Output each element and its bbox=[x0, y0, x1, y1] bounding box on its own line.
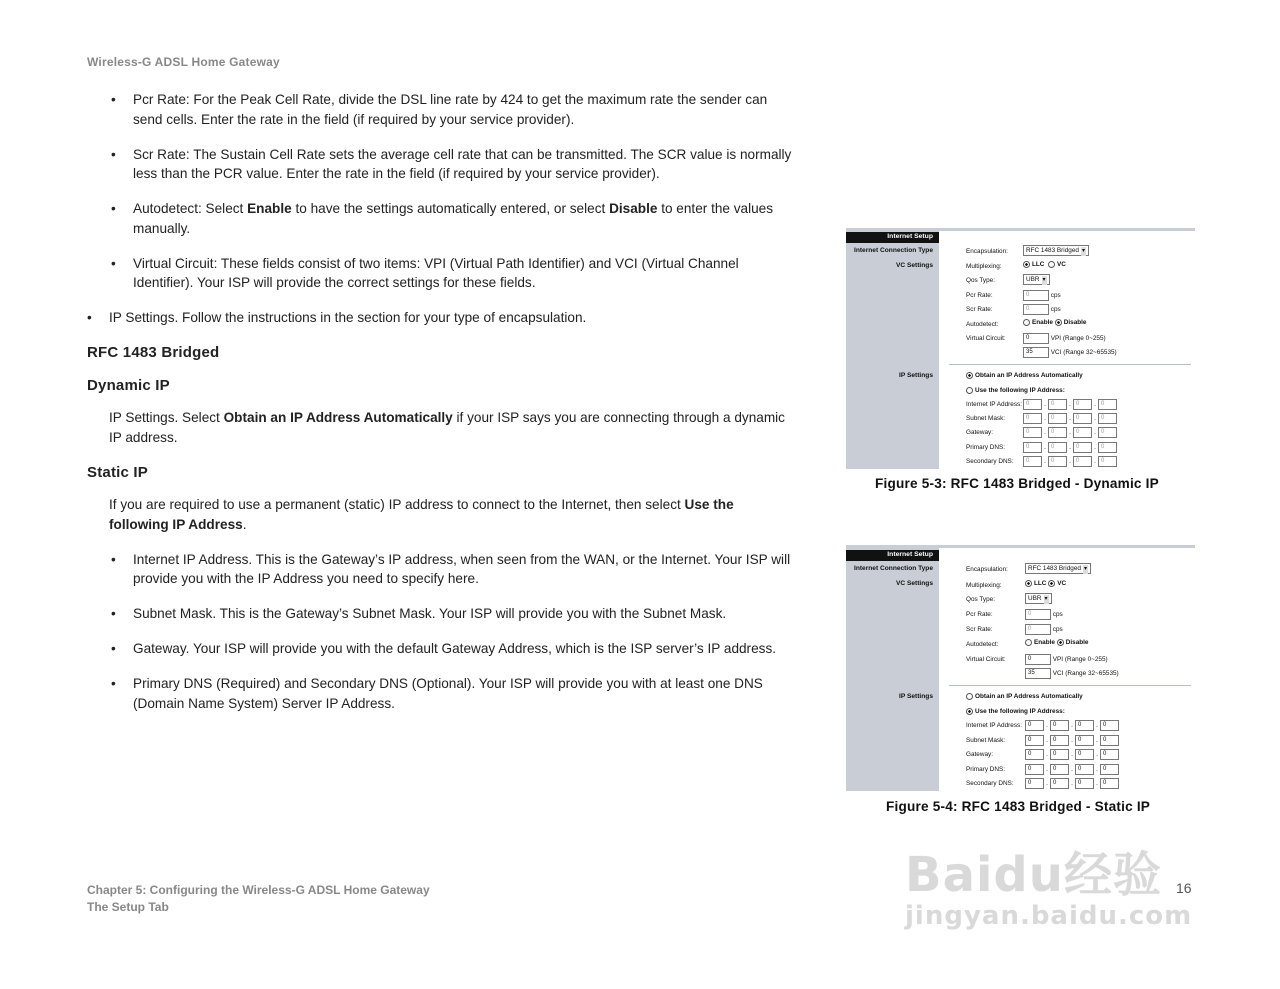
obtain-option[interactable] bbox=[966, 372, 1083, 379]
use-following-label: Use the following IP Address: bbox=[975, 387, 1065, 395]
vc-circuit-label: Virtual Circuit: bbox=[966, 656, 1006, 663]
octet-input[interactable]: 0 bbox=[1100, 749, 1119, 760]
encapsulation-label: Encapsulation: bbox=[966, 566, 1008, 573]
figure-divider bbox=[949, 364, 1191, 365]
bullet-pcr-rate: • Pcr Rate: For the Peak Cell Rate, divide the DSL line rate by 424 to get the maximum rate the sender can send cells. Enter the rate in the field (if required by your service provider). bbox=[87, 90, 792, 129]
radio-llc[interactable] bbox=[1025, 580, 1032, 587]
enable-label: Enable bbox=[1034, 639, 1055, 647]
qos-label: Qos Type: bbox=[966, 277, 996, 284]
radio-obtain[interactable] bbox=[966, 693, 973, 700]
bullet-gateway: • Gateway. Your ISP will provide you with the default Gateway Address, which is the ISP server’s IP address. bbox=[87, 639, 792, 659]
octet-input[interactable]: 0 bbox=[1073, 456, 1092, 467]
vpi-field[interactable] bbox=[1023, 333, 1106, 344]
octet-input[interactable]: 0 bbox=[1098, 456, 1117, 467]
main-content bbox=[87, 90, 792, 729]
scr-cps: cps bbox=[1052, 626, 1063, 634]
figure-conn-type-label: Internet Connection Type bbox=[853, 565, 933, 572]
vc-label: VC bbox=[1057, 580, 1067, 588]
octet-input[interactable]: 0 bbox=[1050, 749, 1069, 760]
autodetect-text-post: to enter the values manually. bbox=[133, 201, 774, 236]
octet-input[interactable]: 0 bbox=[1025, 735, 1044, 746]
pcr-cps: cps bbox=[1050, 292, 1061, 300]
octet-input[interactable]: 0 bbox=[1023, 456, 1042, 467]
octet-input[interactable]: 0 bbox=[1098, 427, 1117, 438]
bullet-virtual-circuit: • Virtual Circuit: These fields consist of two items: VPI (Virtual Path Identifier) and VCI (Virtual Channel Identifier). Your ISP will provide the correct settings for these fields. bbox=[87, 254, 792, 293]
figure-5-3-caption: Figure 5-3: RFC 1483 Bridged - Dynamic IP bbox=[875, 476, 1159, 491]
octet-input[interactable]: 0 bbox=[1098, 413, 1117, 424]
bullet-scr-rate: • Scr Rate: The Sustain Cell Rate sets the average cell rate that can be transmitted. The SCR value is normally less than the PCR value. Enter the rate in the field (if required by your service provider). bbox=[87, 145, 792, 184]
static-bold: Use the following IP Address bbox=[109, 497, 734, 532]
scr-cps: cps bbox=[1050, 306, 1061, 314]
running-header: Wireless-G ADSL Home Gateway bbox=[87, 55, 280, 69]
fig4-gateway-label: Gateway: bbox=[966, 751, 993, 758]
llc-label: LLC bbox=[1034, 580, 1047, 588]
octet-input[interactable]: 0 bbox=[1100, 764, 1119, 775]
fig3-gateway-inputs[interactable]: 0 . 0 . 0 . 0 bbox=[1023, 427, 1117, 438]
vpi-range: VPI (Range 0~255) bbox=[1050, 335, 1106, 343]
autodetect-text-mid: to have the settings automatically entered, or select bbox=[291, 201, 610, 216]
vci-input[interactable]: 35 bbox=[1025, 668, 1051, 679]
vci-input[interactable]: 35 bbox=[1023, 347, 1049, 358]
scr-label: Scr Rate: bbox=[966, 626, 993, 633]
octet-input[interactable]: 0 bbox=[1075, 720, 1094, 731]
vc-label: VC bbox=[1057, 261, 1066, 269]
figure-5-4-caption: Figure 5-4: RFC 1483 Bridged - Static IP bbox=[886, 799, 1151, 814]
figure-vc-settings-label: VC Settings bbox=[895, 262, 933, 269]
octet-input[interactable]: 0 bbox=[1075, 778, 1094, 789]
pcr-input[interactable]: 0 bbox=[1023, 290, 1049, 301]
encapsulation-select-value[interactable]: RFC 1483 Bridged ▾ bbox=[1023, 245, 1089, 256]
enable-label: Enable bbox=[1032, 319, 1053, 327]
footer-chapter: Chapter 5: Configuring the Wireless-G ADSL Home Gateway bbox=[87, 883, 430, 897]
disable-label: Disable bbox=[1065, 639, 1089, 647]
scr-input[interactable]: 0 bbox=[1025, 624, 1051, 635]
octet-input[interactable]: 0 bbox=[1048, 442, 1067, 453]
figure-title: Internet Setup bbox=[846, 232, 939, 243]
qos-select-value[interactable]: UBR ▾ bbox=[1025, 593, 1052, 604]
fig4-subnet-inputs[interactable]: 0 . 0 . 0 . 0 bbox=[1025, 735, 1119, 746]
vc-circuit-label: Virtual Circuit: bbox=[966, 335, 1006, 342]
figure-vc-settings-label: VC Settings bbox=[895, 580, 933, 587]
fig4-primary-dns-inputs[interactable]: 0 . 0 . 0 . 0 bbox=[1025, 764, 1119, 775]
static-text-pre: If you are required to use a permanent (static) IP address to connect to the Internet, then select bbox=[109, 497, 685, 512]
fig3-primary-dns-inputs[interactable]: 0 . 0 . 0 . 0 bbox=[1023, 442, 1117, 453]
autodetect-disable-bold: Disable bbox=[609, 201, 658, 216]
use-following-label: Use the following IP Address: bbox=[975, 708, 1065, 716]
vci-field[interactable] bbox=[1023, 347, 1117, 358]
qos-select-value[interactable]: UBR ▾ bbox=[1023, 274, 1050, 285]
fig3-gateway-label: Gateway: bbox=[966, 429, 993, 436]
radio-enable[interactable] bbox=[1025, 639, 1032, 646]
figure-static-ip-screenshot bbox=[846, 545, 1195, 791]
fig3-primary-dns-label: Primary DNS: bbox=[966, 444, 1006, 451]
radio-vc[interactable] bbox=[1048, 261, 1055, 268]
multiplexing-radios[interactable] bbox=[1025, 580, 1066, 587]
octet-input[interactable]: 0 bbox=[1073, 413, 1092, 424]
dynamic-bold: Obtain an IP Address Automatically bbox=[223, 410, 453, 425]
vci-range: VCI (Range 32~65535) bbox=[1050, 349, 1117, 357]
bullet-autodetect bbox=[87, 199, 792, 238]
octet-input[interactable]: 0 bbox=[1100, 778, 1119, 789]
fig3-internet-ip-label: Internet IP Address: bbox=[966, 401, 1023, 408]
octet-input[interactable]: 0 bbox=[1025, 764, 1044, 775]
figure-topbar bbox=[939, 228, 1195, 231]
encapsulation-label: Encapsulation: bbox=[966, 248, 1008, 255]
pcr-field[interactable] bbox=[1023, 290, 1061, 301]
octet-input[interactable]: 0 bbox=[1050, 764, 1069, 775]
radio-vc[interactable] bbox=[1048, 580, 1055, 587]
fig4-internet-ip-label: Internet IP Address: bbox=[966, 722, 1023, 729]
figure-ip-settings-label: IP Settings bbox=[899, 372, 933, 379]
use-following-option[interactable] bbox=[966, 708, 1065, 715]
dynamic-ip-paragraph bbox=[87, 408, 792, 447]
octet-input[interactable]: 0 bbox=[1073, 442, 1092, 453]
obtain-label: Obtain an IP Address Automatically bbox=[975, 372, 1083, 380]
page-number: 16 bbox=[1176, 880, 1192, 896]
disable-label: Disable bbox=[1063, 319, 1087, 327]
octet-input[interactable]: 0 bbox=[1025, 778, 1044, 789]
autodetect-enable-bold: Enable bbox=[247, 201, 292, 216]
radio-disable[interactable] bbox=[1057, 639, 1064, 646]
fig4-primary-dns-label: Primary DNS: bbox=[966, 766, 1006, 773]
heading-rfc-1483-bridged: RFC 1483 Bridged bbox=[87, 344, 220, 361]
qos-select[interactable] bbox=[1023, 274, 1050, 285]
octet-input[interactable]: 0 bbox=[1023, 413, 1042, 424]
dynamic-text-post: if your ISP says you are connecting through a dynamic IP address. bbox=[109, 410, 785, 445]
qos-label: Qos Type: bbox=[966, 596, 996, 603]
qos-select[interactable] bbox=[1025, 593, 1052, 604]
figure-title: Internet Setup bbox=[846, 550, 939, 561]
octet-input[interactable]: 0 bbox=[1025, 720, 1044, 731]
fig4-internet-ip-inputs[interactable]: 0 . 0 . 0 . 0 bbox=[1025, 720, 1119, 731]
autodetect-radios[interactable] bbox=[1025, 639, 1088, 646]
octet-input[interactable]: 0 bbox=[1023, 399, 1042, 410]
vpi-input[interactable]: 0 bbox=[1023, 333, 1049, 344]
fig4-secondary-dns-label: Secondary DNS: bbox=[966, 780, 1014, 787]
octet-input[interactable]: 0 bbox=[1048, 413, 1067, 424]
autodetect-label: Autodetect: bbox=[966, 321, 999, 328]
scr-input[interactable]: 0 bbox=[1023, 304, 1049, 315]
obtain-label: Obtain an IP Address Automatically bbox=[975, 693, 1083, 701]
fig3-subnet-inputs[interactable]: 0 . 0 . 0 . 0 bbox=[1023, 413, 1117, 424]
octet-input[interactable]: 0 bbox=[1048, 456, 1067, 467]
radio-obtain[interactable] bbox=[966, 372, 973, 379]
radio-use-following[interactable] bbox=[966, 708, 973, 715]
octet-input[interactable]: 0 bbox=[1023, 442, 1042, 453]
pcr-cps: cps bbox=[1052, 611, 1063, 619]
watermark-line-2: jingyan.baidu.com bbox=[905, 901, 1193, 931]
vci-field[interactable] bbox=[1025, 668, 1119, 679]
scr-field[interactable] bbox=[1025, 624, 1063, 635]
octet-input[interactable]: 0 bbox=[1073, 427, 1092, 438]
encapsulation-select[interactable] bbox=[1025, 563, 1091, 574]
autodetect-label: Autodetect: bbox=[966, 641, 999, 648]
radio-enable[interactable] bbox=[1023, 319, 1030, 326]
octet-input[interactable]: 0 bbox=[1048, 399, 1067, 410]
encapsulation-select-value[interactable]: RFC 1483 Bridged ▾ bbox=[1025, 563, 1091, 574]
fig4-gateway-inputs[interactable]: 0 . 0 . 0 . 0 bbox=[1025, 749, 1119, 760]
bullet-internet-ip-address: • Internet IP Address. This is the Gateway’s IP address, when seen from the WAN, or the Internet. Your ISP will provide you with the IP Address you need to specify here. bbox=[87, 550, 792, 589]
vpi-field[interactable] bbox=[1025, 654, 1108, 665]
figure-divider bbox=[949, 685, 1191, 686]
octet-input[interactable]: 0 bbox=[1048, 427, 1067, 438]
multiplexing-label: Multiplexing: bbox=[966, 582, 1002, 589]
octet-input[interactable]: 0 bbox=[1050, 720, 1069, 731]
octet-input[interactable]: 0 bbox=[1073, 399, 1092, 410]
pcr-label: Pcr Rate: bbox=[966, 292, 993, 299]
encapsulation-select[interactable] bbox=[1023, 245, 1089, 256]
pcr-label: Pcr Rate: bbox=[966, 611, 993, 618]
fig3-internet-ip-inputs[interactable]: 0 . 0 . 0 . 0 bbox=[1023, 399, 1117, 410]
baidu-watermark bbox=[905, 836, 1192, 931]
multiplexing-label: Multiplexing: bbox=[966, 263, 1002, 270]
octet-input[interactable]: 0 bbox=[1100, 735, 1119, 746]
static-text-post: . bbox=[242, 516, 247, 532]
fig3-secondary-dns-inputs[interactable]: 0 . 0 . 0 . 0 bbox=[1023, 456, 1117, 467]
bullet-dns: • Primary DNS (Required) and Secondary DNS (Optional). Your ISP will provide you with at least one DNS (Domain Name System) Server IP Address. bbox=[87, 674, 792, 713]
llc-label: LLC bbox=[1032, 261, 1045, 269]
watermark-line-1: Baidu经验 bbox=[905, 847, 1162, 903]
fig4-subnet-label: Subnet Mask: bbox=[966, 737, 1006, 744]
heading-static-ip: Static IP bbox=[87, 463, 148, 481]
pcr-field[interactable] bbox=[1025, 609, 1063, 620]
fig3-subnet-label: Subnet Mask: bbox=[966, 415, 1006, 422]
heading-dynamic-ip: Dynamic IP bbox=[87, 376, 170, 394]
figure-conn-type-label: Internet Connection Type bbox=[853, 247, 933, 254]
static-ip-paragraph bbox=[87, 495, 792, 534]
bullet-ip-settings: • IP Settings. Follow the instructions in the section for your type of encapsulation. bbox=[87, 308, 792, 328]
bullet-subnet-mask: • Subnet Mask. This is the Gateway’s Subnet Mask. Your ISP will provide you with the Subnet Mask. bbox=[87, 604, 792, 624]
radio-disable[interactable] bbox=[1055, 319, 1062, 326]
vci-range: VCI (Range 32~65535) bbox=[1052, 670, 1119, 678]
figure-ip-settings-label: IP Settings bbox=[899, 693, 933, 700]
scr-field[interactable] bbox=[1023, 304, 1061, 315]
autodetect-text-pre: Autodetect: Select bbox=[133, 201, 248, 216]
fig4-secondary-dns-inputs[interactable]: 0 . 0 . 0 . 0 bbox=[1025, 778, 1119, 789]
octet-input[interactable]: 0 bbox=[1098, 442, 1117, 453]
fig3-secondary-dns-label: Secondary DNS: bbox=[966, 458, 1014, 465]
octet-input[interactable]: 0 bbox=[1050, 735, 1069, 746]
vpi-input[interactable]: 0 bbox=[1025, 654, 1051, 665]
octet-input[interactable]: 0 bbox=[1075, 764, 1094, 775]
figure-dynamic-ip-screenshot bbox=[846, 228, 1195, 469]
obtain-option[interactable] bbox=[966, 693, 1083, 700]
radio-llc[interactable] bbox=[1023, 261, 1030, 268]
figure-topbar bbox=[939, 545, 1195, 548]
use-following-option[interactable] bbox=[966, 387, 1065, 394]
octet-input[interactable]: 0 bbox=[1100, 720, 1119, 731]
multiplexing-radios[interactable] bbox=[1023, 261, 1066, 268]
footer-section: The Setup Tab bbox=[87, 900, 169, 914]
octet-input[interactable]: 0 bbox=[1023, 427, 1042, 438]
octet-input[interactable]: 0 bbox=[1075, 749, 1094, 760]
octet-input[interactable]: 0 bbox=[1098, 399, 1117, 410]
scr-label: Scr Rate: bbox=[966, 306, 993, 313]
autodetect-radios[interactable] bbox=[1023, 319, 1086, 326]
octet-input[interactable]: 0 bbox=[1050, 778, 1069, 789]
pcr-input[interactable]: 0 bbox=[1025, 609, 1051, 620]
dynamic-text-pre: IP Settings. Select bbox=[109, 410, 224, 425]
vpi-range: VPI (Range 0~255) bbox=[1052, 656, 1108, 664]
radio-use-following[interactable] bbox=[966, 387, 973, 394]
octet-input[interactable]: 0 bbox=[1025, 749, 1044, 760]
octet-input[interactable]: 0 bbox=[1075, 735, 1094, 746]
footer bbox=[87, 882, 430, 916]
